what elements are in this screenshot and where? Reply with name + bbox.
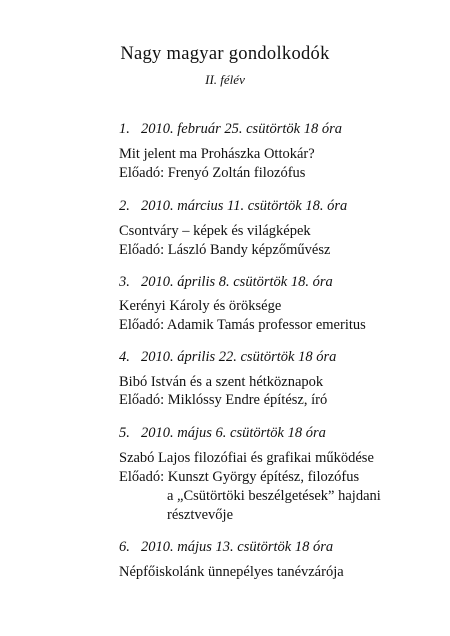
event-6-header [119, 539, 333, 556]
event-2-topic: Csontváry – képek és világképek [119, 223, 311, 239]
event-date: 2010. március 11. csütörtök 18. óra [141, 198, 348, 214]
event-3-topic: Kerényi Károly és öröksége [119, 298, 282, 314]
event-5-speaker-line3: résztvevője [167, 507, 234, 523]
event-number: 6. [119, 539, 130, 555]
event-date: 2010. április 22. csütörtök 18 óra [141, 349, 337, 365]
event-4-speaker: Előadó: Miklóssy Endre építész, író [119, 392, 328, 408]
event-5-speaker-line2: a „Csütörtöki beszélgetések” hajdani [167, 488, 381, 504]
event-3-header [119, 274, 333, 291]
event-1-topic: Mit jelent ma Prohászka Ottokár? [119, 146, 315, 162]
semester-subtitle: II. félév [205, 72, 245, 87]
event-date: 2010. április 8. csütörtök 18. óra [141, 274, 333, 290]
event-5-header [119, 425, 326, 442]
event-1-speaker: Előadó: Frenyó Zoltán filozófus [119, 165, 306, 181]
event-1-header [119, 121, 342, 138]
event-date: 2010. május 6. csütörtök 18 óra [141, 425, 326, 441]
event-5-topic: Szabó Lajos filozófiai és grafikai működése [119, 450, 374, 466]
event-number: 2. [119, 198, 130, 214]
event-date: 2010. február 25. csütörtök 18 óra [141, 121, 342, 137]
event-number: 1. [119, 121, 130, 137]
event-6-topic: Népfőiskolánk ünnepélyes tanévzárója [119, 564, 344, 580]
event-date: 2010. május 13. csütörtök 18 óra [141, 539, 334, 555]
event-number: 3. [119, 274, 130, 290]
event-2-header [119, 198, 347, 215]
event-number: 4. [119, 349, 130, 365]
event-3-speaker: Előadó: Adamik Tamás professor emeritus [119, 317, 366, 333]
event-4-topic: Bibó István és a szent hétköznapok [119, 374, 324, 390]
event-4-header [119, 349, 336, 366]
event-number: 5. [119, 425, 130, 441]
page-title: Nagy magyar gondolkodók [120, 44, 330, 64]
event-2-speaker: Előadó: László Bandy képzőművész [119, 242, 331, 258]
event-5-speaker: Előadó: Kunszt György építész, filozófus [119, 469, 360, 485]
